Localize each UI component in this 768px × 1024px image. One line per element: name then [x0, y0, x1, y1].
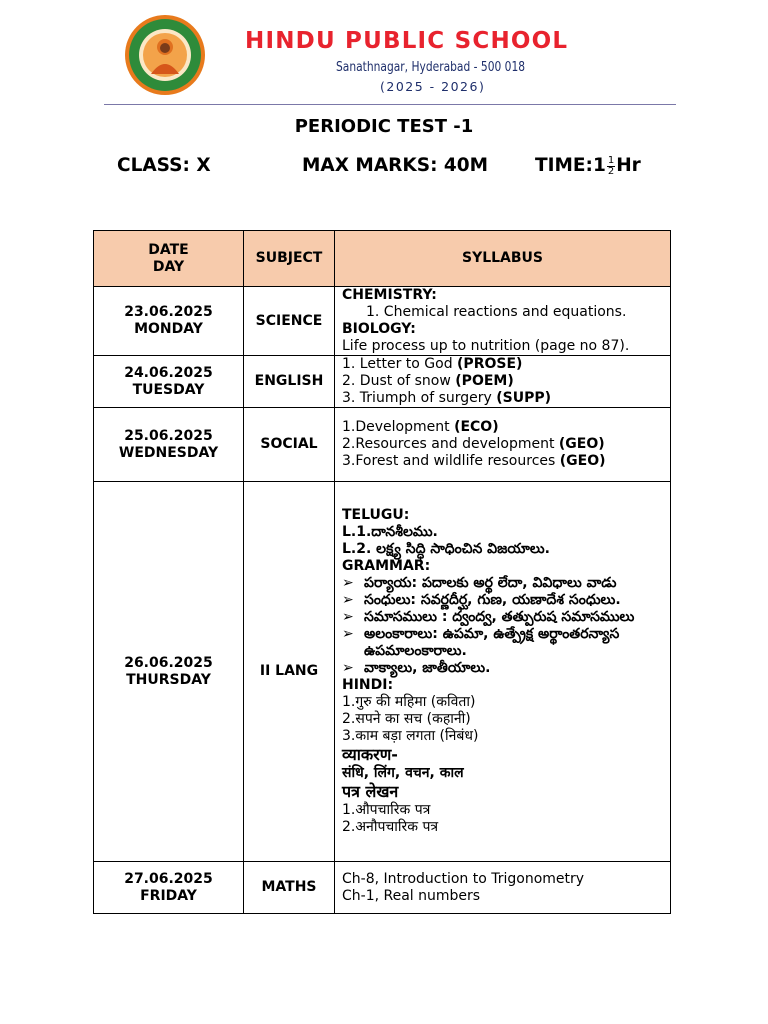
syllabus-cell: Ch-8, Introduction to Trigonometry Ch-1, Real numbers — [335, 862, 671, 914]
header-syllabus: SYLLABUS — [335, 231, 671, 287]
syllabus-cell: 1. Letter to God (PROSE) 2. Dust of snow (POEM) 3. Triumph of surgery (SUPP) — [335, 356, 671, 408]
syllabus-table — [93, 230, 671, 914]
date-cell: 23.06.2025 MONDAY — [94, 287, 244, 356]
arrow-bullet-icon: ➢ — [342, 575, 354, 591]
table-row — [94, 862, 671, 914]
date-cell: 26.06.2025 THURSDAY — [94, 482, 244, 862]
syllabus-cell: 1.Development (ECO) 2.Resources and development (GEO) 3.Forest and wildlife resources (GEO) — [335, 408, 671, 482]
test-title: PERIODIC TEST -1 — [294, 116, 474, 137]
list-item: ➢ సంధులు: సవర్ణదీర్ఘ, గుణ, యణాదేశ సంధులు. — [342, 592, 621, 608]
subject-cell: MATHS — [244, 862, 335, 914]
arrow-bullet-icon: ➢ — [342, 592, 354, 608]
table-row — [94, 408, 671, 482]
subject-cell: SOCIAL — [244, 408, 335, 482]
school-name: HINDU PUBLIC SCHOOL — [245, 28, 569, 54]
header-divider — [104, 104, 676, 105]
syllabus-cell: CHEMISTRY: 1. Chemical reactions and equations. BIOLOGY: Life process up to nutrition (page no 87). — [335, 287, 671, 356]
list-item: ➢ పర్యాయ: పదాలకు అర్థ లేదా, వివిధాలు వాడు — [342, 575, 617, 591]
list-item: ➢ వాక్యాలు, జాతీయాలు. — [342, 660, 491, 676]
table-row — [94, 356, 671, 408]
academic-year: (2025 - 2026) — [380, 79, 486, 94]
table-row — [94, 287, 671, 356]
max-marks-label: MAX MARKS: 40M — [302, 155, 489, 176]
date-cell: 27.06.2025 FRIDAY — [94, 862, 244, 914]
class-label: CLASS: X — [117, 155, 211, 176]
arrow-bullet-icon: ➢ — [342, 626, 354, 642]
table-header-row — [94, 231, 671, 287]
table-row — [94, 482, 671, 862]
header-subject: SUBJECT — [244, 231, 335, 287]
letterhead — [104, 8, 676, 104]
date-cell: 24.06.2025 TUESDAY — [94, 356, 244, 408]
arrow-bullet-icon: ➢ — [342, 609, 354, 625]
school-address: Sanathnagar, Hyderabad - 500 018 — [336, 59, 526, 75]
subject-cell: II LANG — [244, 482, 335, 862]
syllabus-cell: TELUGU: L.1.దానశీలము. L.2. లక్ష్య సిద్ధి సాధించిన విజయాలు. GRAMMAR: ➢ పర్యాయ: పదాలకు అర్థ లేదా, వివిధాలు వాడు ➢ సంధులు: సవర్ణదీర్ఘ, గుణ, యణాదేశ సంధులు. ➢ సమాసములు : ద్వంద్వ, తత్పురుష సమాసములు ➢ అలంకారాలు: ఉపమా, ఉత్ప్రేక్ష అర్థాంతరన్యాస ఉపమాలంకారాలు. ➢ వాక్యాలు, జాతీయాలు. HINDI: 1.गुरु की महिमा (कविता) 2.सपने का सच (कहानी) 3.काम बड़ा लगता (निबंध) व्याकरण- संधि, लिंग, वचन, काल पत्र लेखन 1.औपचारिक पत्र 2.अनौपचारिक पत्र — [335, 482, 671, 862]
list-item: ➢ సమాసములు : ద్వంద్వ, తత్పురుష సమాసములు — [342, 609, 635, 625]
list-item: ➢ అలంకారాలు: ఉపమా, ఉత్ప్రేక్ష అర్థాంతరన్యాస ఉపమాలంకారాలు. — [342, 626, 620, 659]
subject-cell: ENGLISH — [244, 356, 335, 408]
time-fraction: $\frac{1}{2}$ — [607, 154, 615, 177]
subject-cell: SCIENCE — [244, 287, 335, 356]
arrow-bullet-icon: ➢ — [342, 660, 354, 676]
date-cell: 25.06.2025 WEDNESDAY — [94, 408, 244, 482]
time-label: TIME:1 $\frac{1}{2}$ Hr — [535, 154, 641, 177]
school-logo-icon — [124, 14, 206, 96]
header-date-day: DATE DAY — [94, 231, 244, 287]
